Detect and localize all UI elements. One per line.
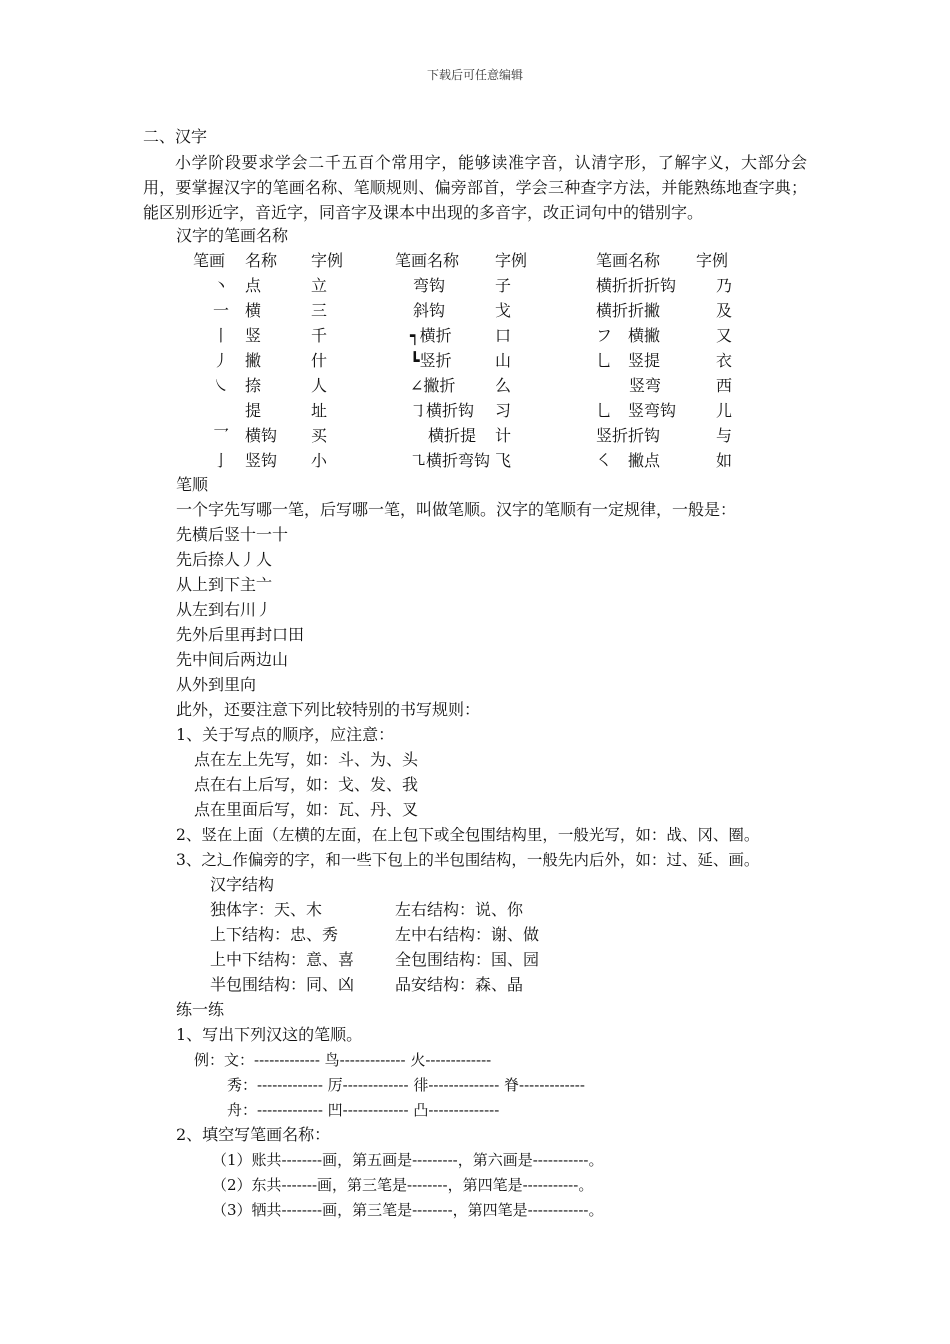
- table-cell: 竖弯: [629, 376, 662, 395]
- table-cell: 丨: [213, 326, 230, 345]
- table-cell: 点: [245, 276, 262, 295]
- order-rule: 先横后竖十一十: [176, 525, 289, 544]
- structure-item: 上中下结构：意、喜: [210, 950, 355, 969]
- structure-item: 独体字：天、木: [210, 900, 323, 919]
- structure-item: 全包围结构：国、园: [395, 950, 540, 969]
- table-cell: 又: [716, 326, 733, 345]
- order-rule: 从外到里向: [176, 675, 257, 694]
- table-header-cell: 字例: [495, 251, 528, 270]
- order-rule: 先后捺人丿人: [176, 550, 273, 569]
- table-cell: 买: [311, 426, 328, 445]
- table-cell: 戈: [495, 301, 512, 320]
- table-cell: ㇛ 撇点: [596, 451, 661, 470]
- table-cell: 乚 竖提: [596, 351, 661, 370]
- table-cell: 计: [495, 426, 512, 445]
- order-rule: 先中间后两边山: [176, 650, 289, 669]
- rule1-title: 1、关于写点的顺序，应注意：: [176, 725, 395, 744]
- table-cell: 弯钩: [413, 276, 446, 295]
- table-cell: 横: [245, 301, 262, 320]
- table-cell: 横折提: [428, 426, 477, 445]
- practice1-line: 舟：------------- 凹------------- 凸--------------: [227, 1101, 500, 1119]
- table-cell: ㇆横折钩: [410, 401, 475, 420]
- table-cell: 子: [495, 276, 512, 295]
- table-cell: ∠撇折: [410, 376, 456, 395]
- practice1-line: 秀：------------- 厉------------- 徘-------------- 脊-------------: [227, 1076, 585, 1094]
- table-cell: 西: [716, 376, 733, 395]
- practice1-title: 1、写出下列汉这的笔顺。: [176, 1025, 363, 1044]
- order-intro: 一个字先写哪一笔，后写哪一笔，叫做笔顺。汉字的笔顺有一定规律，一般是：: [176, 500, 737, 519]
- table-cell: ┑横折: [410, 326, 452, 345]
- table-cell: ┗竖折: [410, 351, 452, 370]
- rule2: 2、竖在上面（左横的左面，在上包下或全包围结构里，一般光写，如：战、冈、圈。: [176, 826, 760, 844]
- table-cell: 横折折撇: [596, 301, 661, 320]
- practice2-line: （3）牺共--------画，第三笔是--------，第四笔是------------。: [212, 1201, 604, 1219]
- table-cell: 提: [245, 401, 262, 420]
- table-cell: 山: [495, 351, 512, 370]
- table-cell: 什: [311, 351, 328, 370]
- section-title: 二、汉字: [143, 127, 208, 146]
- table-cell: 横钩: [245, 426, 278, 445]
- table-cell: 与: [716, 426, 733, 445]
- table-cell: 一: [213, 301, 230, 320]
- table-cell: フ 横撇: [596, 326, 661, 345]
- table-cell: 习: [495, 401, 512, 420]
- table-header-cell: 笔画名称: [596, 251, 661, 270]
- table-cell: 及: [716, 301, 733, 320]
- table-cell: 乛: [213, 426, 230, 445]
- table-cell: 口: [495, 326, 512, 345]
- table-cell: 儿: [716, 401, 733, 420]
- order-rule: 先外后里再封口田: [176, 625, 305, 644]
- strokes-title: 汉字的笔画名称: [176, 226, 289, 245]
- table-cell: 三: [311, 301, 328, 320]
- special-intro: 此外，还要注意下列比较特别的书写规则：: [176, 700, 481, 719]
- table-cell: 竖折折钩: [596, 426, 661, 445]
- table-cell: 捺: [245, 376, 262, 395]
- structure-item: 左右结构：说、你: [395, 900, 524, 919]
- table-cell: 丶: [213, 276, 230, 295]
- rule1-item: 点在左上先写，如：斗、为、头: [194, 750, 419, 769]
- table-cell: 竖: [245, 326, 262, 345]
- table-header-cell: 笔画名称: [395, 251, 460, 270]
- practice2-line: （1）账共--------画，第五画是---------，第六画是-----------。: [212, 1151, 604, 1169]
- practice-title: 练一练: [176, 1000, 225, 1019]
- table-cell: 如: [716, 451, 733, 470]
- structure-title: 汉字结构: [210, 875, 275, 894]
- table-cell: 乃: [716, 276, 733, 295]
- practice2-title: 2、填空写笔画名称：: [176, 1125, 331, 1144]
- table-cell: ㇈横折弯钩: [410, 451, 491, 470]
- table-cell: 千: [311, 326, 328, 345]
- order-rule: 从左到右川丿: [176, 600, 273, 619]
- table-cell: 立: [311, 276, 328, 295]
- table-cell: 人: [311, 376, 328, 395]
- table-cell: 竖钩: [245, 451, 278, 470]
- structure-item: 上下结构：忠、秀: [210, 925, 339, 944]
- table-header-cell: 名称: [245, 251, 278, 270]
- rule1-item: 点在右上后写，如：戈、发、我: [194, 775, 419, 794]
- table-header-cell: 字例: [311, 251, 344, 270]
- order-title: 笔顺: [176, 475, 209, 494]
- table-cell: 飞: [495, 451, 512, 470]
- table-cell: 斜钩: [413, 301, 446, 320]
- table-cell: 乚 竖弯钩: [596, 401, 677, 420]
- intro-paragraph: 小学阶段要求学会二千五百个常用字，能够读准字音，认清字形，了解字义，大部分会用，要掌握汉字的笔画名称、笔顺规则、偏旁部首，学会三种查字方法，并能熟练地查字典；能区别形近字，音近字，同音字及课本中出现的多音字，改正词句中的错别字。: [143, 153, 807, 222]
- practice1-line: 例：文：------------- 鸟------------- 火-------------: [194, 1051, 492, 1069]
- table-header-cell: 笔画: [193, 251, 226, 270]
- table-cell: 么: [495, 376, 512, 395]
- table-cell: 亅: [213, 451, 230, 470]
- order-rule: 从上到下主亠: [176, 575, 273, 594]
- table-header-cell: 字例: [696, 251, 729, 270]
- structure-item: 半包围结构：同、凶: [210, 975, 355, 994]
- table-cell: ㇏: [213, 376, 230, 395]
- rule1-item: 点在里面后写，如：瓦、丹、叉: [194, 800, 419, 819]
- table-cell: 丿: [213, 351, 230, 370]
- table-cell: 撇: [245, 351, 262, 370]
- table-cell: 小: [311, 451, 328, 470]
- structure-item: 品安结构：森、晶: [395, 975, 524, 994]
- rule3: 3、之辶作偏旁的字，和一些下包上的半包围结构，一般先内后外，如：过、延、画。: [176, 851, 760, 869]
- structure-item: 左中右结构：谢、做: [395, 925, 540, 944]
- table-cell: 衣: [716, 351, 733, 370]
- practice2-line: （2）东共-------画，第三笔是--------，第四笔是-----------。: [212, 1176, 594, 1194]
- page-header: 下载后可任意编辑: [426, 68, 523, 82]
- table-cell: 址: [311, 401, 328, 420]
- table-cell: 横折折折钩: [596, 276, 677, 295]
